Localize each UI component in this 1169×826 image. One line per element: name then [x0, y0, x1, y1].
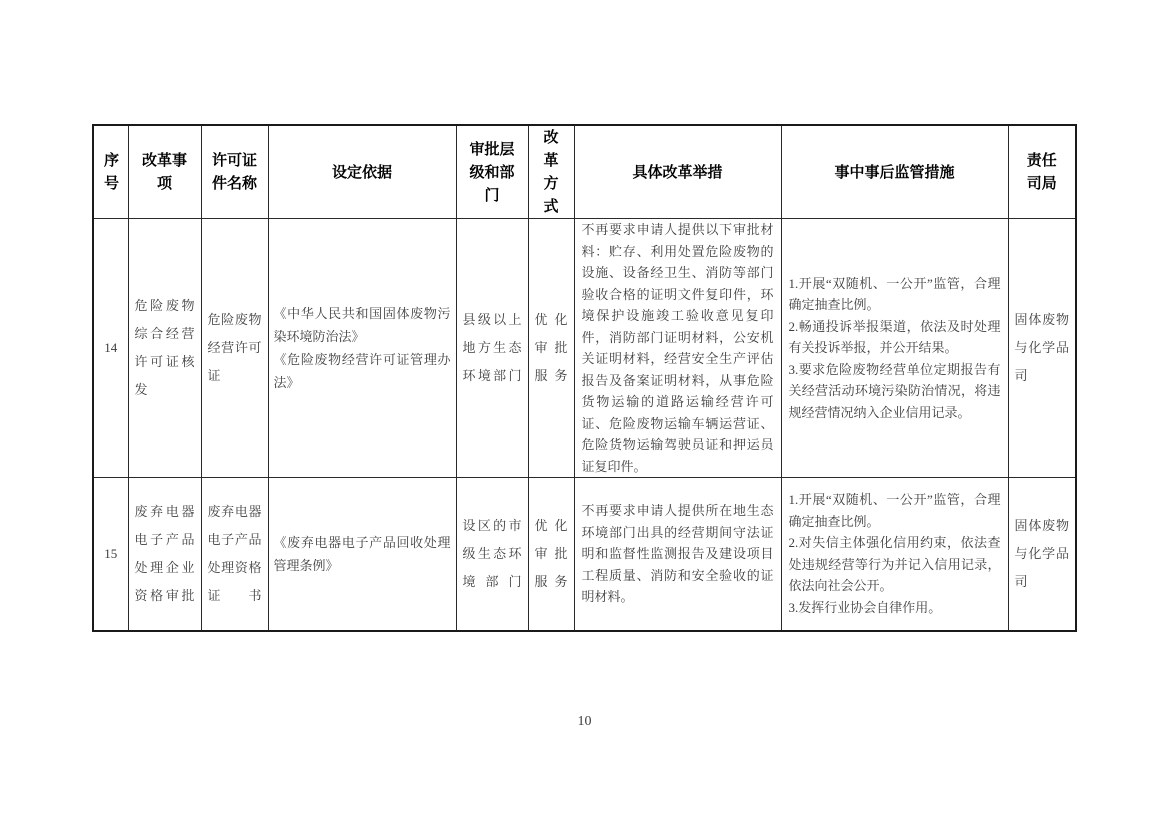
header-approval-level: 审批层级和部门 — [456, 125, 528, 219]
header-supervision-measures: 事中事后监管措施 — [781, 125, 1008, 219]
cell-legal-basis — [268, 478, 456, 631]
header-responsible-dept: 责任司局 — [1008, 125, 1076, 219]
cell-legal-basis — [268, 219, 456, 478]
supervision-measure-item: 3.要求危险废物经营单位定期报告有关经营活动环境污染防治情况，将违规经营情况纳入企业信用记录。 — [788, 361, 1001, 420]
table-row — [93, 478, 1076, 631]
supervision-measure-item: 3.发挥行业协会自律作用。 — [788, 599, 942, 615]
supervision-measure-item: 2.对失信主体强化信用约束，依法查处违规经营等行为并记入信用记录，依法向社会公开。 — [788, 535, 1001, 594]
supervision-measure-item: 1.开展“双随机、一公开”监管，合理确定抽查比例。 — [788, 492, 1001, 529]
cell-serial-number: 15 — [93, 478, 128, 631]
page-number: 10 — [577, 714, 592, 729]
header-reform-item: 改革事项 — [128, 125, 201, 219]
cell-reform-method: 优化审批服务 — [528, 478, 574, 631]
reform-measure-item: 不再要求申请人提供以下审批材料：贮存、利用处置危险废物的设施、设备经卫生、消防等部门验收合格的证明文件复印件，环境保护设施竣工验收意见复印件，消防部门证明材料，公安机关证明材料，经营安全生产评估报告及备案证明材料，从事危险货物运输的道路运输经营许可证、危险废物运输车辆运营证、危险货物运输驾驶员证和押运员证复印件。 — [581, 222, 774, 474]
legal-basis-item: 《废弃电器电子产品回收处理管理条例》 — [273, 534, 451, 573]
reform-items-table — [92, 124, 1077, 632]
cell-reform-item: 废弃电器电子产品处理企业资格审批 — [128, 478, 201, 631]
cell-supervision-measures — [781, 478, 1008, 631]
reform-measure-item: 不再要求申请人提供所在地生态环境部门出具的经营期间守法证明和监督性监测报告及建设项目工程质量、消防和安全验收的证明材料。 — [581, 503, 774, 604]
cell-approval-level: 县级以上地方生态环境部门 — [456, 219, 528, 478]
cell-license-name: 废弃电器电子产品处理资格证书 — [201, 478, 268, 631]
header-legal-basis: 设定依据 — [268, 125, 456, 219]
header-serial-number: 序号 — [93, 125, 128, 219]
cell-serial-number: 14 — [93, 219, 128, 478]
header-license-name: 许可证件名称 — [201, 125, 268, 219]
cell-responsible-dept: 固体废物与化学品司 — [1008, 219, 1076, 478]
header-reform-measures: 具体改革举措 — [574, 125, 781, 219]
cell-supervision-measures — [781, 219, 1008, 478]
table-header-row — [93, 125, 1076, 219]
supervision-measure-item: 1.开展“双随机、一公开”监管，合理确定抽查比例。 — [788, 275, 1001, 313]
legal-basis-item: 《中华人民共和国固体废物污染环境防治法》 — [273, 306, 451, 344]
cell-reform-item: 危险废物综合经营许可证核发 — [128, 219, 201, 478]
cell-reform-measures — [574, 478, 781, 631]
cell-reform-method: 优化审批服务 — [528, 219, 574, 478]
table-row — [93, 219, 1076, 478]
cell-approval-level: 设区的市级生态环境部门 — [456, 478, 528, 631]
cell-reform-measures — [574, 219, 781, 478]
cell-responsible-dept: 固体废物与化学品司 — [1008, 478, 1076, 631]
supervision-measure-item: 2.畅通投诉举报渠道，依法及时处理有关投诉举报，并公开结果。 — [788, 318, 1001, 356]
cell-license-name: 危险废物经营许可证 — [201, 219, 268, 478]
header-reform-method: 改革方式 — [528, 125, 574, 219]
legal-basis-item: 《危险废物经营许可证管理办法》 — [273, 352, 451, 390]
